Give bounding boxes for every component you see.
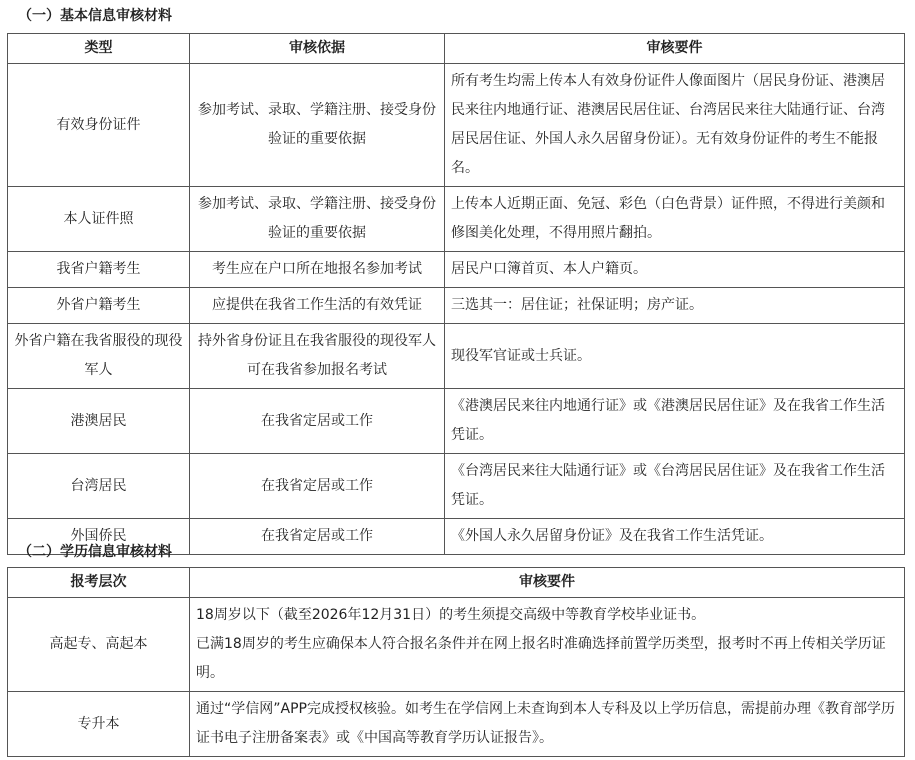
cell-type: 台湾居民 xyxy=(8,454,190,519)
cell-basis: 参加考试、录取、学籍注册、接受身份验证的重要依据 xyxy=(190,187,445,252)
cell-requirement: 现役军官证或士兵证。 xyxy=(445,324,905,389)
cell-basis: 考生应在户口所在地报名参加考试 xyxy=(190,252,445,288)
cell-requirement: 居民户口簿首页、本人户籍页。 xyxy=(445,252,905,288)
requirement-line: 18周岁以下（截至2026年12月31日）的考生须提交高级中等教育学校毕业证书。 xyxy=(196,607,706,623)
column-header-basis: 审核依据 xyxy=(190,34,445,64)
basic-info-table xyxy=(7,33,905,555)
cell-type: 外国侨民 xyxy=(8,519,190,555)
cell-basis: 持外省身份证且在我省服役的现役军人可在我省参加报名考试 xyxy=(190,324,445,389)
cell-requirement: 《港澳居民来往内地通行证》或《港澳居民居住证》及在我省工作生活凭证。 xyxy=(445,389,905,454)
table-row xyxy=(8,692,905,757)
cell-type: 本人证件照 xyxy=(8,187,190,252)
cell-basis: 在我省定居或工作 xyxy=(190,519,445,555)
table-row xyxy=(8,324,905,389)
cell-basis: 在我省定居或工作 xyxy=(190,454,445,519)
cell-requirement: 上传本人近期正面、免冠、彩色（白色背景）证件照，不得进行美颜和修图美化处理，不得用照片翻拍。 xyxy=(445,187,905,252)
column-header-requirement: 审核要件 xyxy=(445,34,905,64)
cell-requirement: 三选其一：居住证；社保证明；房产证。 xyxy=(445,288,905,324)
column-header-level: 报考层次 xyxy=(8,568,190,598)
cell-type: 有效身份证件 xyxy=(8,64,190,187)
cell-type: 外省户籍考生 xyxy=(8,288,190,324)
requirement-line: 通过“学信网”APP完成授权核验。如考生在学信网上未查询到本人专科及以上学历信息，需提前办理《教育部学历证书电子注册备案表》或《中国高等教育学历认证报告》。 xyxy=(196,701,895,746)
cell-basis: 在我省定居或工作 xyxy=(190,389,445,454)
section-title-basic-info: （一）基本信息审核材料 xyxy=(18,8,172,24)
cell-requirement: 所有考生均需上传本人有效身份证件人像面图片（居民身份证、港澳居民来往内地通行证、港澳居民居住证、台湾居民来往大陆通行证、台湾居民居住证、外国人永久居留身份证）。无有效身份证件的考生不能报名。 xyxy=(445,64,905,187)
cell-basis: 应提供在我省工作生活的有效凭证 xyxy=(190,288,445,324)
table-row xyxy=(8,454,905,519)
column-header-requirement: 审核要件 xyxy=(190,568,905,598)
requirement-line: 已满18周岁的考生应确保本人符合报名条件并在网上报名时准确选择前置学历类型，报考时不再上传相关学历证明。 xyxy=(196,636,886,681)
cell-type: 港澳居民 xyxy=(8,389,190,454)
cell-level: 专升本 xyxy=(8,692,190,757)
cell-type: 外省户籍在我省服役的现役军人 xyxy=(8,324,190,389)
education-info-table xyxy=(7,567,905,757)
table-header-row xyxy=(8,568,905,598)
cell-basis: 参加考试、录取、学籍注册、接受身份验证的重要依据 xyxy=(190,64,445,187)
table-row xyxy=(8,288,905,324)
table-row xyxy=(8,252,905,288)
table-row xyxy=(8,64,905,187)
cell-type: 我省户籍考生 xyxy=(8,252,190,288)
cell-requirement xyxy=(190,692,905,757)
cell-requirement xyxy=(190,598,905,692)
table-header-row xyxy=(8,34,905,64)
column-header-type: 类型 xyxy=(8,34,190,64)
cell-requirement: 《台湾居民来往大陆通行证》或《台湾居民居住证》及在我省工作生活凭证。 xyxy=(445,454,905,519)
table-row xyxy=(8,389,905,454)
cell-level: 高起专、高起本 xyxy=(8,598,190,692)
table-row xyxy=(8,187,905,252)
section-title-education-info: （二）学历信息审核材料 xyxy=(18,544,172,560)
table-row xyxy=(8,598,905,692)
cell-requirement: 《外国人永久居留身份证》及在我省工作生活凭证。 xyxy=(445,519,905,555)
